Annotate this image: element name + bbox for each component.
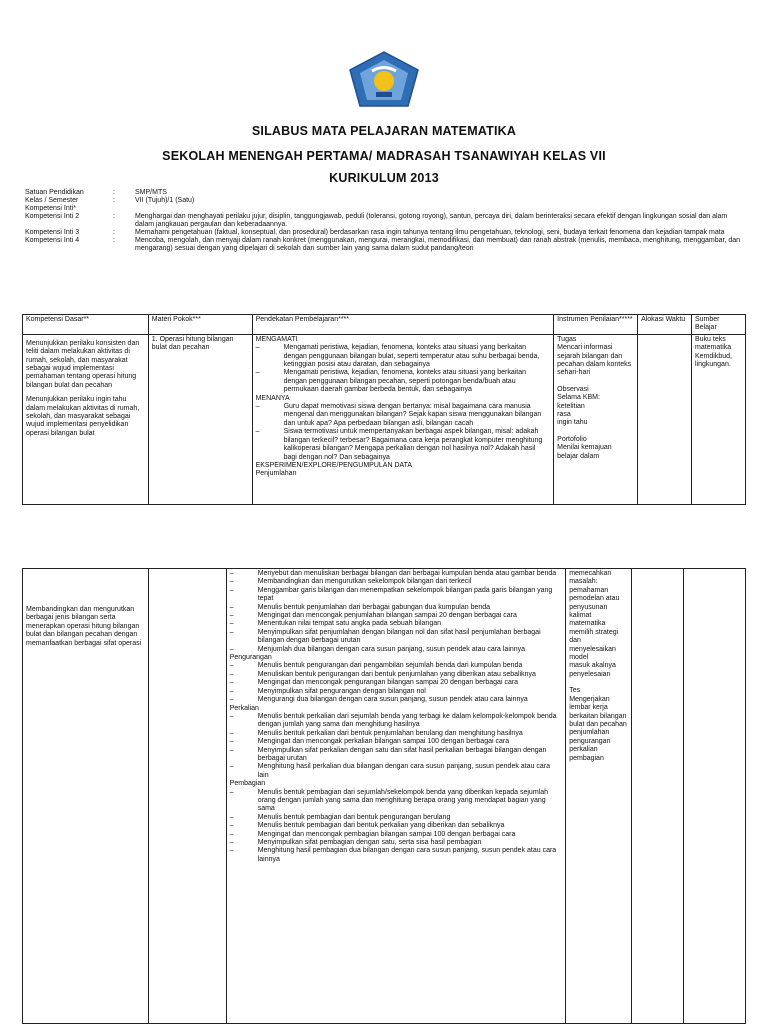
activity-item [230,671,563,679]
dash-icon: – [229,620,234,628]
header-instrumen: Instrumen Penilaian***** [554,315,638,335]
activity-item [230,822,563,830]
identity-section [25,189,745,253]
pendekatan-cell [252,334,554,504]
instrument-line: ingin tahu [557,419,588,427]
activity-item [230,713,563,730]
kd-item: Menunjukkan perilaku konsisten dan teliti dalam melakukan aktivitas di rumah, sekolah, dan masyarakat sebagai wujud implementasi pemahaman tentang operasi hitung bilangan bulat dan pecahan [26,339,140,389]
instrument-line: rasa [557,411,571,419]
syllabus-table [22,314,746,505]
header-sumber-belajar: Sumber Belajar [691,315,745,335]
dash-icon: – [229,813,234,821]
dash-icon: – [255,403,260,411]
identity-row [25,213,745,229]
tut-wuri-handayani-emblem-icon [346,50,422,110]
instrument-line [569,679,628,687]
identity-colon [113,205,135,213]
instrument-line: masuk akalnya penyelesaian [569,662,616,678]
instrument-line: penjumlahan [569,729,610,737]
activity-item [230,696,563,704]
activity-item [230,763,563,780]
dash-icon: – [229,763,234,771]
identity-value: Menghargai dan menghayati perilaku jujur, disiplin, tanggungjawab, peduli (toleransi, gotong royong), santun, percaya diri, dalam berinteraksi secara efektif dengan lingkungan sosial dan alam dalam jangkauan pergaulan dan keberadaannya. [135,213,728,228]
identity-key: Kompetensi Inti 2 [25,213,80,220]
identity-colon: : [113,189,115,196]
header-kompetensi-dasar: Kompetensi Dasar** [23,315,149,335]
instrument-line: Tugas [557,335,577,343]
activity-text: Menghitung hasil pembagian dua bilangan dengan cara susun panjang, susun pendek atau cara lainnya [257,847,557,863]
identity-key: Kompetensi Inti* [25,205,76,212]
dash-icon: – [229,822,234,830]
pendekatan-cell [226,569,566,1024]
identity-value: Mencoba, mengolah, dan menyaji dalam ranah konkret (menggunakan, mengurai, merangkai, memodifikasi, dan membuat) dan ranah abstrak (menulis, membaca, menghitung, menggambar, dan mengarang) sesuai dengan yang dipelajari di sekolah dan sumber lain yang sama dalam sudut pandang/teori [135,237,741,252]
instrument-line [557,428,634,436]
dash-icon: – [229,696,234,704]
activity-text: Menyebut dan menuliskan berbagai bilangan dari berbagai kumpulan benda atau gambar benda [257,570,557,577]
instrument-line [557,378,634,386]
activity-text: Menulis bentuk pembagian dari bentuk perkalian yang diberikan dan sebaliknya [257,822,505,830]
activity-item [256,428,551,462]
activity-subheading: Pembagian [229,780,266,788]
instrument-line: memecahkan masalah: [569,570,612,586]
activity-text: Menyimpulkan sifat pengurangan dengan bilangan nol [257,687,426,695]
activity-item [230,629,563,646]
activity-heading: MENGAMATI [255,335,298,343]
instrumen-cell [554,334,638,504]
activity-subheading: Pengurangan [229,654,272,662]
identity-value: VII (Tujuh)/1 (Satu) [135,197,195,204]
kd-cell [23,569,149,1024]
activity-subheading: Penjumlahan [255,470,297,478]
instrument-line: Mencari informasi sejarah bilangan dan pecahan dalam konteks sehari-hari [557,344,632,377]
materi-cell: 1. Operasi hitung bilangan bulat dan pecahan [148,334,252,504]
activity-text: Menjumlah dua bilangan dengan cara susun panjang, susun pendek atau cara lainnya [257,645,526,653]
activity-item [230,847,563,864]
dash-icon: – [229,788,234,796]
table-row [23,334,746,504]
instrument-line: Portofolio [557,435,587,443]
activity-text: Menulis bentuk pembagian dari sejumlah/sekelompok benda yang diberikan kepada sejumlah orang dengan jumlah yang sama dan menghitung berapa orang yang mendapat bagian yang sama [257,788,548,813]
instrumen-cell [566,569,632,1024]
activity-item [256,369,551,394]
identity-row [25,229,745,237]
activity-item [230,738,563,746]
identity-row [25,205,745,213]
identity-colon: : [113,237,115,244]
activity-item [230,587,563,604]
table-header-row [23,315,746,335]
instrument-line: memilih strategi dan menyelesaikan model [569,628,619,662]
instrument-line: perkalian [569,746,598,754]
sumber-cell: Buku teks matematika Kemdikbud, lingkungan. [691,334,745,504]
dash-icon: – [229,670,234,678]
activity-text: Menulis bentuk pengurangan dari pengambilan sejumlah benda dari kumpulan benda [257,662,523,670]
activity-item [230,662,563,670]
dash-icon: – [229,729,234,737]
dash-icon: – [229,628,234,636]
instrument-line: Observasi [557,385,589,393]
document-title: SILABUS MATA PELAJARAN MATEMATIKA [251,124,517,138]
dash-icon: – [229,830,234,838]
activity-item [230,789,563,814]
activity-text: Mengingat dan mencongak penjumlahan bilangan sampai 20 dengan berbagai cara [257,612,517,620]
identity-key: Satuan Pendidikan [25,189,84,196]
activity-heading: EKSPERIMEN/EXPLORE/PENGUMPULAN DATA [255,461,413,469]
header-alokasi-waktu: Alokasi Waktu [638,315,692,335]
activity-text: Siswa termotivasi untuk mempertanyakan berbagai aspek bilangan, misal: adakah bilangan terkecil? terbesar? Bagaimana cara kerja perangkat komputer menghitung kalikoperasi bilangan? Mengapa perkalian dengan nol hasilnya nol? Adakah hasil bagi dengan nol? Dan sebagainya [283,428,543,461]
activity-heading: MENANYA [255,394,290,402]
activity-subheading: Perkalian [229,704,259,712]
instrument-line: Menilai kemajuan belajar dalam [557,444,612,460]
activity-text: Menggambar garis bilangan dan menempatkan sekelompok bilangan pada garis bilangan yang tepat [257,586,553,603]
dash-icon: – [229,586,234,594]
activity-text: Menulis bentuk penjumlahan dari berbagai gabungan dua kumpulan benda [257,603,491,611]
activity-text: Mengingat dan mencongak perkalian bilangan sampai 100 dengan berbagai cara [257,738,510,746]
activity-text: Mengamati peristiwa, kejadian, fenomena, konteks atau situasi yang berkaitan dengan penggunaan bilangan pecahan, seperti potongan benda/buah atau permukaan daerah gambar berbeda bentuk, dan sebagainya [283,369,527,394]
sumber-cell [684,569,746,1024]
identity-row [25,189,745,197]
identity-value: Memahami pengetahuan (faktual, konseptual, dan prosedural) berdasarkan rasa ingin tahunya tentang ilmu pengetahuan, teknologi, seni, budaya terkait fenomena dan kejadian tampak mata [135,229,725,236]
identity-colon: : [113,229,115,236]
activity-item [230,688,563,696]
activity-text: Menyimpulkan sifat pembagian dengan satu, serta sisa hasil pembagian [257,839,482,846]
instrument-line: pemahaman [569,586,609,594]
dash-icon: – [229,712,234,720]
activity-item [230,612,563,620]
activity-text: Menulis bentuk pembagian dari bentuk pengurangan berulang [257,813,451,821]
dash-icon: – [229,687,234,695]
activity-item [230,747,563,764]
dash-icon: – [229,738,234,746]
activity-item [256,344,551,369]
instrument-line: Tes [569,687,581,695]
dash-icon: – [255,344,260,352]
activity-text: Menghitung hasil perkalian dua bilangan dengan cara susun panjang, susun pendek atau cara lain [257,763,550,779]
dash-icon: – [229,612,234,620]
kd-cell [23,334,149,504]
dash-icon: – [229,603,234,611]
identity-value [135,205,745,213]
materi-cell [148,569,226,1024]
dash-icon: – [255,428,260,436]
identity-value: SMP/MTS [135,189,167,196]
header-materi-pokok: Materi Pokok*** [148,315,252,335]
activity-text: Membandingkan dan mengurutkan sekelompok bilangan dari terkecil [257,578,472,586]
dash-icon: – [229,679,234,687]
identity-key: Kompetensi Inti 3 [25,229,80,236]
dash-icon: – [229,839,234,846]
identity-row [25,197,745,205]
alokasi-cell [638,334,692,504]
dash-icon: – [229,847,234,855]
activity-item [230,570,563,578]
activity-item [230,730,563,738]
activity-text: Menuliskan bentuk pengurangan dari bentuk penjumlahan yang diberikan atau sebaliknya [257,670,536,678]
identity-colon: : [113,213,115,220]
alokasi-cell [632,569,684,1024]
activity-item [230,604,563,612]
instrument-line: pemodelan atau penyusunan kalimat matematika [569,595,620,628]
dash-icon: – [229,570,234,577]
document-curriculum: KURIKULUM 2013 [329,171,439,185]
activity-text: Mengamati peristiwa, kejadian, fenomena, konteks atau situasi yang berkaitan dengan penggunaan bilangan bulat, seperti temperatur atau suhu berbagai benda, ketinggian posisi atau daratan, dan sebagainya [283,344,540,369]
activity-text: Mengingat dan mencongak pembagian bilangan sampai 100 dengan berbagai cara [257,830,516,838]
activity-text: Mengurangi dua bilangan dengan cara susun panjang, susun pendek atau cara lainnya [257,696,528,704]
activity-item [230,679,563,687]
activity-text: Menentukan nilai tempat satu angka pada sebuah bilangan [257,620,442,628]
activity-item [230,620,563,628]
activity-text: Guru dapat memotivasi siswa dengan bertanya: misal bagaimana cara manusia mengenal dan menggunakan bilangan? Sejak kapan siswa menggunakan bilangan dan untuk apa? Apa perbedaan bilangan asli, bilangan cacah [283,403,542,427]
dash-icon: – [229,662,234,670]
activity-item [256,403,551,428]
activity-item [230,814,563,822]
identity-key: Kelas / Semester [25,197,79,204]
activity-item [230,839,563,847]
instrument-line: Selama KBM: [557,394,600,402]
kd-item: Menunjukkan perilaku ingin tahu dalam melakukan aktivitas di rumah, sekolah, dan masyarakat sebagai wujud implementasi penyelidikan operasi bilangan bulat [26,396,140,437]
identity-key: Kompetensi Inti 4 [25,237,80,244]
table-row [23,569,746,1024]
syllabus-table-continued [22,568,746,1024]
instrument-line: ketelitian [557,402,585,410]
activity-text: Menulis bentuk perkalian dari sejumlah benda yang terbagi ke dalam kelompok-kelompok benda dengan jumlah yang sama dan menghitung hasilnya [257,712,557,729]
dash-icon: – [229,645,234,653]
dash-icon: – [229,746,234,754]
activity-text: Menulis bentuk perkalian dari bentuk penjumlahan berulang dan menghitung hasilnya [257,729,523,737]
identity-row [25,237,745,253]
dash-icon: – [255,369,260,377]
activity-text: Menyimpulkan sifat perkalian dengan satu dan sifat hasil perkalian berbagai bilangan dengan berbagai urutan [257,746,547,762]
activity-text: Mengingat dan mencongak pengurangan bilangan sampai 20 dengan berbagai cara [257,679,519,687]
identity-colon: : [113,197,115,204]
document-subtitle: SEKOLAH MENENGAH PERTAMA/ MADRASAH TSANAWIYAH KELAS VII [162,149,606,163]
activity-text: Menyimpulkan sifat penjumlahan dengan bilangan nol dan sifat hasil penjumlahan berbagai bilangan dengan berbagai urutan [257,628,541,645]
dash-icon: – [229,578,234,586]
instrument-line: Mengerjakan lembar kerja berkaitan bilangan bulat dan pecahan [569,695,627,728]
activity-item [230,646,563,654]
instrument-line: pembagian [569,754,604,762]
kd-item: Membandingkan dan mengurutkan berbagai jenis bilangan serta menerapkan operasi hitung bilangan bulat dan bilangan pecahan dengan memanfaatkan berbagai sifat operasi [26,606,142,647]
header-pendekatan: Pendekatan Pembelajaran**** [252,315,554,335]
activity-item [230,578,563,586]
activity-item [230,831,563,839]
instrument-line: pengurangan [569,737,611,745]
